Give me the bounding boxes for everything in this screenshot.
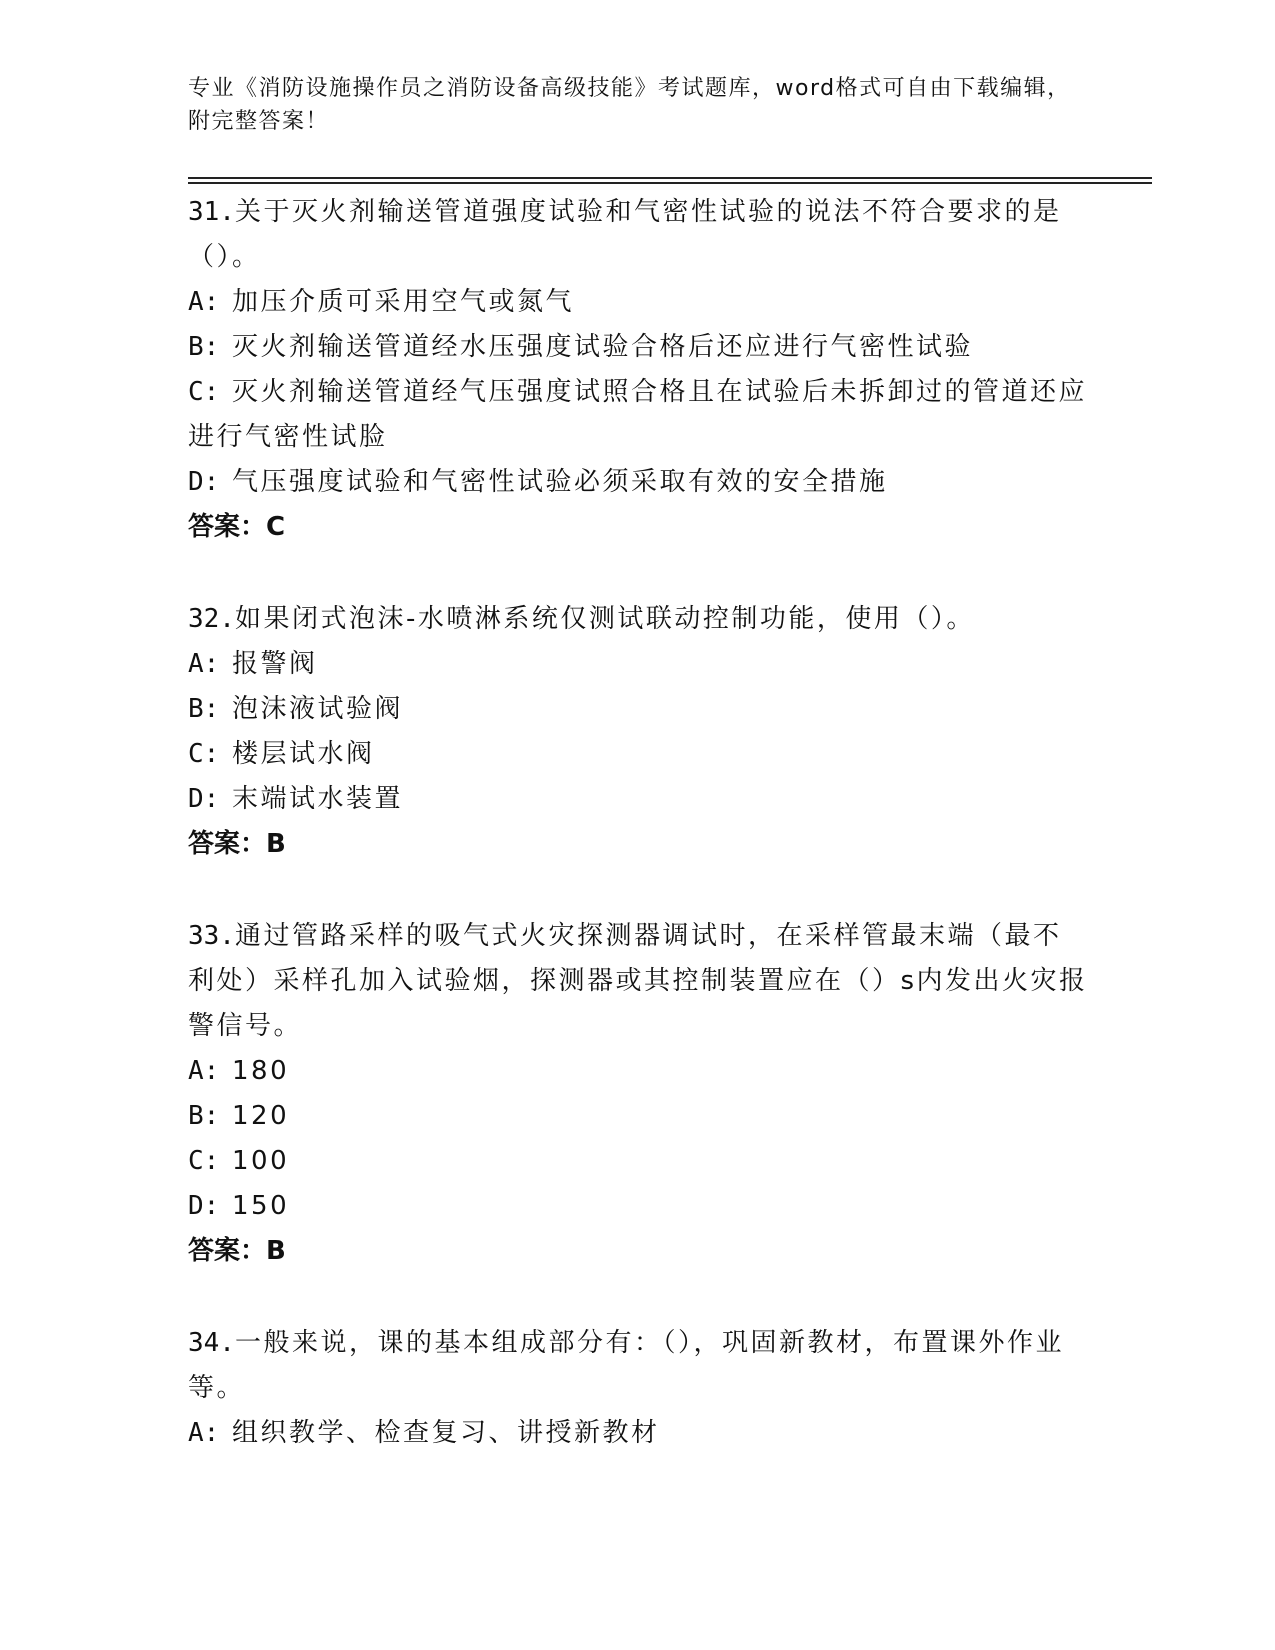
option-d [188, 1184, 1088, 1229]
answer-label: 答案： [188, 829, 267, 859]
question-31 [188, 190, 1088, 550]
question-text: 一般来说，课的基本组成部分有：（），巩固新教材，布置课外作业等。 [188, 1328, 1064, 1403]
option-letter: B: [188, 694, 220, 724]
option-letter: C: [188, 739, 220, 769]
option-text: 灭火剂输送管道经气压强度试照合格且在试验后未拆卸过的管道还应进行气密性试脸 [188, 377, 1088, 452]
answer-value: C [266, 512, 286, 542]
option-text: 灭火剂输送管道经水压强度试验合格后还应进行气密性试验 [232, 332, 974, 362]
option-text: 加压介质可采用空气或氮气 [232, 287, 575, 317]
option-letter: D: [188, 467, 220, 497]
option-a [188, 1049, 1088, 1094]
answer-label: 答案： [188, 512, 267, 542]
option-text: 100 [232, 1146, 290, 1176]
question-stem [188, 190, 1088, 280]
question-stem [188, 914, 1088, 1049]
option-letter: D: [188, 1191, 220, 1221]
option-b [188, 687, 1088, 732]
option-c [188, 1139, 1088, 1184]
answer-label: 答案： [188, 1236, 267, 1266]
option-letter: B: [188, 1101, 220, 1131]
option-d [188, 777, 1088, 822]
option-letter: A: [188, 287, 220, 317]
header-rule-top [188, 177, 1152, 179]
option-b [188, 1094, 1088, 1139]
option-letter: B: [188, 332, 220, 362]
answer-line [188, 1229, 1088, 1274]
question-text: 如果闭式泡沫-水喷淋系统仅测试联动控制功能，使用（）。 [234, 604, 975, 634]
question-number: 34. [188, 1328, 235, 1358]
question-number: 31. [188, 197, 235, 227]
answer-line [188, 822, 1088, 867]
option-a [188, 280, 1088, 325]
answer-line [188, 505, 1088, 550]
option-text: 楼层试水阀 [232, 739, 375, 769]
option-letter: C: [188, 1146, 220, 1176]
option-a [188, 1411, 1088, 1456]
question-number: 32. [188, 604, 235, 634]
question-32 [188, 597, 1088, 867]
option-b [188, 325, 1088, 370]
option-text: 120 [232, 1101, 290, 1131]
option-letter: A: [188, 1056, 220, 1086]
option-a [188, 642, 1088, 687]
question-list [188, 190, 1088, 1503]
document-header: 专业《消防设施操作员之消防设备高级技能》考试题库，word格式可自由下载编辑，附完整答案！ [188, 76, 1071, 134]
option-letter: A: [188, 649, 220, 679]
option-text: 气压强度试验和气密性试验必须采取有效的安全措施 [232, 467, 888, 497]
option-text: 150 [232, 1191, 290, 1221]
option-text: 报警阀 [232, 649, 318, 679]
option-c [188, 732, 1088, 777]
question-number: 33. [188, 921, 235, 951]
question-stem [188, 1321, 1088, 1411]
answer-value: B [266, 829, 286, 859]
option-d [188, 460, 1088, 505]
header-rule-bottom [188, 182, 1152, 184]
option-text: 组织教学、检查复习、讲授新教材 [232, 1418, 660, 1448]
option-text: 末端试水装置 [232, 784, 404, 814]
option-text: 泡沫液试验阀 [232, 694, 404, 724]
question-text: 通过管路采样的吸气式火灾探测器调试时，在采样管最末端（最不利处）采样孔加入试验烟，探测器或其控制装置应在（）s内发出火灾报警信号。 [188, 921, 1088, 1041]
option-c [188, 370, 1088, 460]
option-text: 180 [232, 1056, 290, 1086]
question-33 [188, 914, 1088, 1274]
question-stem [188, 597, 1088, 642]
answer-value: B [266, 1236, 286, 1266]
option-letter: A: [188, 1418, 220, 1448]
question-text: 关于灭火剂输送管道强度试验和气密性试验的说法不符合要求的是（）。 [188, 197, 1062, 272]
option-letter: C: [188, 377, 220, 407]
question-34 [188, 1321, 1088, 1456]
option-letter: D: [188, 784, 220, 814]
